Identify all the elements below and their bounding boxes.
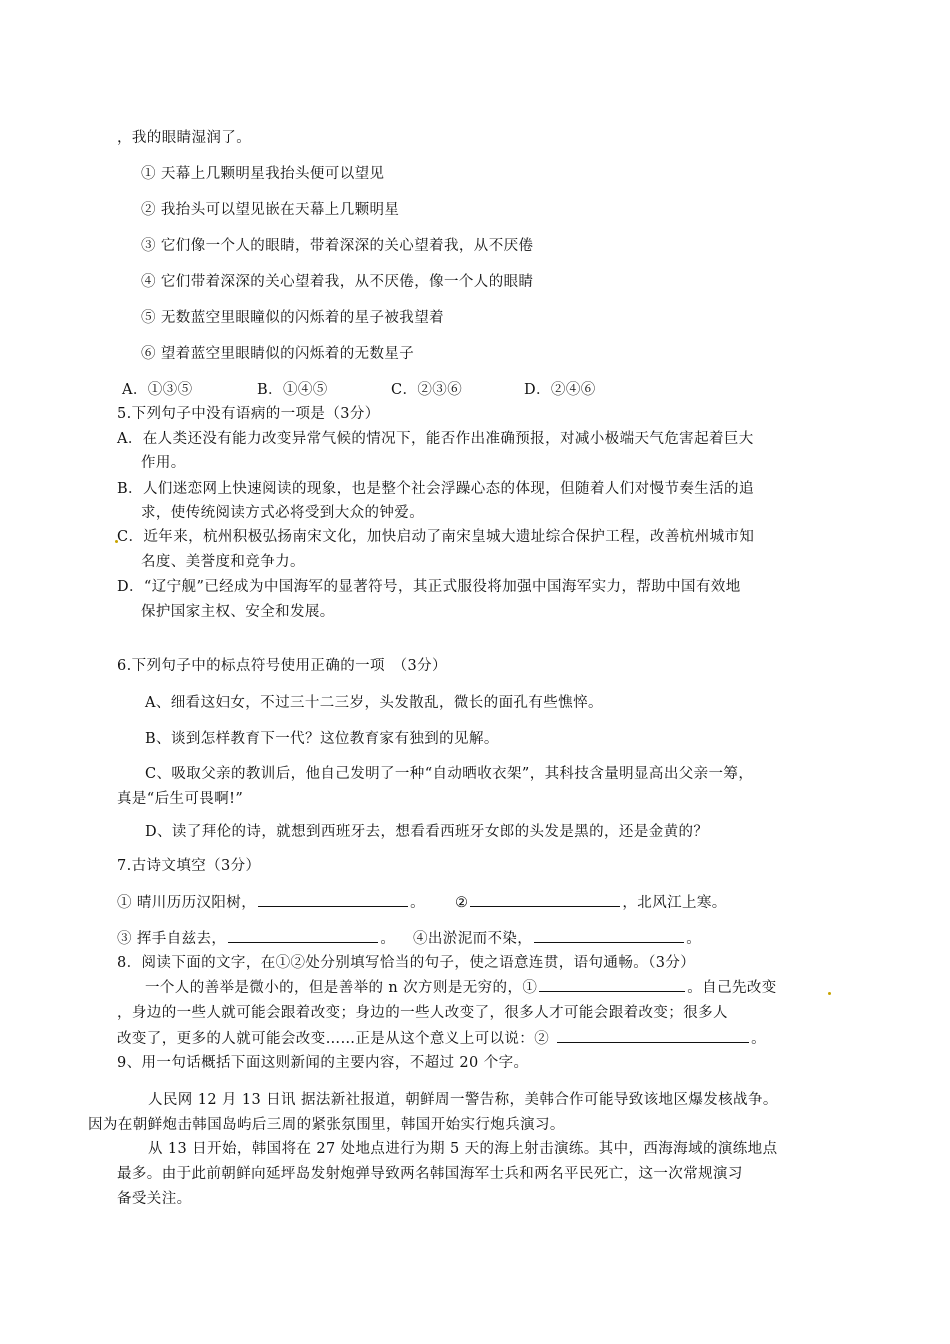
q7-answer-blank-4[interactable] [534, 928, 684, 943]
q6-option-b: B、谈到怎样教育下一代？这位教育家有独到的见解。 [145, 731, 499, 747]
q7-line-2 [455, 892, 727, 913]
q7-prompt-2-end: ，北风江上寒。 [622, 895, 727, 911]
q9-news-para-2-cont: 最多。由于此前朝鲜向延坪岛发射炮弹导致两名韩国海军士兵和两名平民死亡，这一次常规演习 [117, 1166, 743, 1182]
q4-item-4: ④ 它们带着深深的关心望着我，从不厌倦，像一个人的眼睛 [141, 274, 534, 290]
q7-line-4 [413, 928, 701, 949]
q8-title: 8．阅读下面的文字，在①②处分别填写恰当的句子，使之语意连贯，语句通畅。（3分） [117, 955, 696, 971]
q9-news-para-1: 人民网 12 月 13 日讯 据法新社报道，朝鲜周一警告称，美韩合作可能导致该地区爆发核战争。 [148, 1092, 778, 1108]
q7-prompt-1-end: 。 [410, 895, 426, 911]
yellow-mark [828, 992, 831, 995]
q4-option-a: A．①③⑤ [122, 382, 193, 398]
q5-option-d-cont: 保护国家主权、安全和发展。 [141, 604, 335, 620]
q7-prompt-4-end: 。 [686, 931, 702, 947]
q4-item-6: ⑥ 望着蓝空里眼睛似的闪烁着的无数星子 [141, 346, 415, 362]
q7-answer-blank-2[interactable] [470, 892, 620, 907]
q7-prompt-3-end: 。 [380, 931, 396, 947]
q8-text-1-end: 。自己先改变 [687, 980, 777, 996]
q8-answer-blank-2[interactable] [557, 1028, 749, 1043]
q7-answer-blank-1[interactable] [258, 892, 408, 907]
q7-prompt-1: ① 晴川历历汉阳树， [117, 895, 257, 911]
q5-title: 5.下列句子中没有语病的一项是（3分） [117, 406, 380, 422]
q6-title: 6.下列句子中的标点符号使用正确的一项 （3分） [117, 658, 447, 674]
q5-option-c-cont: 名度、美誉度和竞争力。 [141, 554, 305, 570]
q7-title: 7.古诗文填空（3分） [117, 858, 261, 874]
q9-title: 9、用一句话概括下面这则新闻的主要内容，不超过 20 个字。 [117, 1055, 529, 1071]
q4-lead: ，我的眼睛湿润了。 [117, 130, 252, 146]
q4-item-1: ① 天幕上几颗明星我抬头便可以望见 [141, 166, 385, 182]
q8-text-1: 一个人的善举是微小的，但是善举的 n 次方则是无穷的，① [145, 980, 538, 996]
q8-line-3 [117, 1028, 766, 1049]
q9-news-para-2-end: 备受关注。 [117, 1191, 192, 1207]
q4-option-b: B．①④⑤ [257, 382, 328, 398]
q5-option-d: D．“辽宁舰”已经成为中国海军的显著符号，其正式服役将加强中国海军实力，帮助中国有效地 [117, 579, 741, 595]
q8-text-3-end: 。 [751, 1031, 767, 1047]
q6-option-c-cont: 真是“后生可畏啊!” [117, 791, 244, 807]
q4-item-5: ⑤ 无数蓝空里眼瞳似的闪烁着的星子被我望着 [141, 310, 445, 326]
q5-option-b: B．人们迷恋网上快速阅读的现象，也是整个社会浮躁心态的体现，但随着人们对慢节奏生活的追 [117, 481, 754, 497]
q6-option-d: D、读了拜伦的诗，就想到西班牙去，想看看西班牙女郎的头发是黑的，还是金黄的？ [145, 824, 709, 840]
q7-prompt-4: ④出淤泥而不染， [413, 931, 533, 947]
q6-option-a: A、细看这妇女，不过三十二三岁，头发散乱，微长的面孔有些憔悴。 [145, 695, 603, 711]
q4-item-3: ③ 它们像一个人的眼睛，带着深深的关心望着我，从不厌倦 [141, 238, 534, 254]
q8-line-1 [145, 977, 777, 998]
q5-option-a: A．在人类还没有能力改变异常气候的情况下，能否作出准确预报，对减小极端天气危害起着巨大 [117, 431, 754, 447]
q5-option-b-cont: 求，使传统阅读方式必将受到大众的钟爱。 [141, 505, 425, 521]
q7-prompt-3: ③ 挥手自兹去， [117, 931, 227, 947]
q9-news-para-1-cont: 因为在朝鲜炮击韩国岛屿后三周的紧张氛围里，韩国开始实行炮兵演习。 [88, 1117, 565, 1133]
q8-line-2: ，身边的一些人就可能会跟着改变；身边的一些人改变了，很多人才可能会跟着改变；很多人 [117, 1005, 728, 1021]
q6-option-c: C、吸取父亲的教训后，他自己发明了一种“自动晒收衣架”，其科技含量明显高出父亲一筹， [145, 766, 754, 782]
q7-line-3 [117, 928, 395, 949]
q4-option-c: C．②③⑥ [391, 382, 463, 398]
q7-line-1 [117, 892, 425, 913]
q5-option-a-cont: 作用。 [141, 455, 186, 471]
q8-answer-blank-1[interactable] [539, 977, 685, 992]
q4-option-d: D．②④⑥ [524, 382, 596, 398]
q4-item-2: ② 我抬头可以望见嵌在天幕上几颗明星 [141, 202, 400, 218]
q5-option-c: C．近年来，杭州积极弘扬南宋文化，加快启动了南宋皇城大遗址综合保护工程，改善杭州城市知 [117, 529, 755, 545]
q7-answer-blank-3[interactable] [228, 928, 378, 943]
q8-text-3: 改变了，更多的人就可能会改变……正是从这个意义上可以说：② [117, 1031, 550, 1047]
q7-prompt-2: ② [455, 895, 469, 911]
q9-news-para-2: 从 13 日开始，韩国将在 27 处地点进行为期 5 天的海上射击演练。其中，西海海域的演练地点 [148, 1141, 778, 1157]
